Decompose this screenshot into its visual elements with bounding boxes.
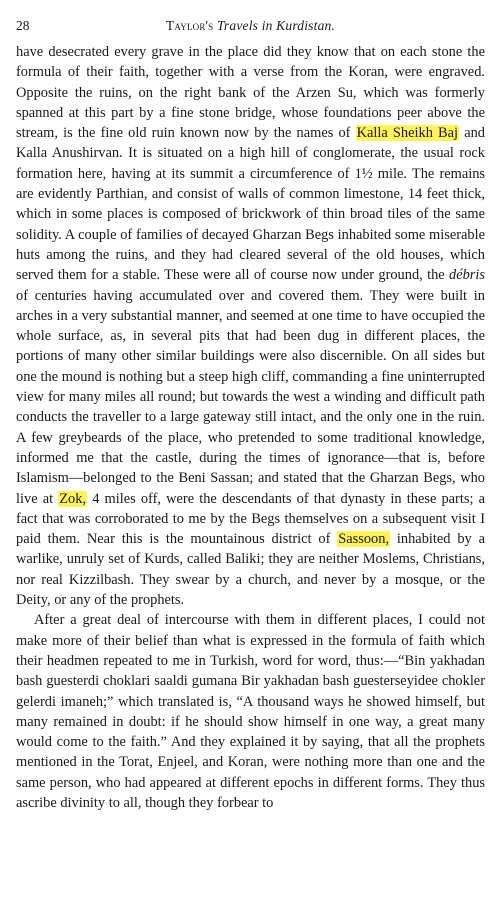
paragraph-1-text-b: and Kalla Anushirvan. It is situated on a high hill of conglomerate, the usual rock formation here, having at its summit a circumference of 1½ mile. The remains are evidently Parthian, and consist of walls of common limestone, 14 feet thick, which in some places is composed of brickwork of thin broad tiles of the same solidity. A couple of families of decayed Gharzan Begs inhabited some miserable huts among the ruins, and they had cleared several of the old houses, which served them for a stable. These were all of course now under ground, the — [16, 125, 485, 284]
running-title-book: Travels in Kurdistan. — [216, 18, 336, 33]
running-head — [16, 14, 485, 38]
paragraph-1-text-d: 4 miles off, were the descendants of that dynasty in these parts; a fact that was corroborated to me by the Begs themselves on a subsequent visit I paid them. Near this is the mountainous district of — [16, 490, 485, 548]
highlight-sassoon[interactable]: Sassoon, — [338, 531, 390, 548]
running-title-author: Taylor's — [165, 18, 214, 33]
italic-debris: débris — [449, 267, 485, 284]
paragraph-1 — [16, 42, 485, 610]
paragraph-1-text-c: of centuries having accumulated over and covered them. They were built in arches in a very substantial manner, and seemed at one time to have occupied the whole surface, as, in several pits that had been dug in different places, the portions of many other similar buildings were also discernible. On all sides but one the mound is nothing but a steep high cliff, commanding a fine uninterrupted view for many miles all round; but towards the west a winding and difficult path conducts the traveller to a large gateway still intact, and the only one in the ruin. A few greybeards of the place, who pretended to some traditional knowledge, informed me that the castle, during the times of ignorance—that is, before Islamism—belonged to the Beni Sassan; and stated that the Gharzan Begs, who live at — [16, 287, 485, 507]
running-title — [16, 14, 485, 38]
page-number: 28 — [16, 18, 30, 33]
paragraph-1-text-e: inhabited by a warlike, unruly set of Kurds, called Baliki; they are neither Moslems, Christians, nor real Kizzilbash. They swear by a church, and never by a mosque, or the Deity, or any of the prophets. — [16, 531, 486, 609]
paragraph-2: After a great deal of intercourse with them in different places, I could not make more of their belief than what is expressed in the formula of faith which their headmen repeated to me in Turkish, word for word, thus:—“Bin yakhadan bash guesterdi choklari saaldi gumana Bir yakhadan bash guesterseyidee chokler gelerdi imaneh;” which translated is, “A thousand ways he showed himself, but many remained in doubt: if he should show himself in one way, a great many would come to the faith.” And they explained it by saying, that all the prophets mentioned in the Torat, Enjeel, and Koran, were nothing more than one and the same person, who had appeared at different epochs in different forms. They thus ascribe divinity to all, though they forbear to — [16, 612, 485, 811]
highlight-zok[interactable]: Zok, — [59, 490, 87, 507]
highlight-kalla-sheikh-baj[interactable]: Kalla Sheikh Baj — [356, 125, 459, 142]
body-text — [16, 42, 485, 813]
paragraph-1-text-a: have desecrated every grave in the place did they know that on each stone the formula of their faith, together with a verse from the Koran, were engraved. Opposite the ruins, on the right bank of the Arzen Su, which was formerly spanned at this part by a fine stone bridge, whose foundations peer above the stream, is the fine old ruin known now by the names of — [16, 44, 485, 142]
